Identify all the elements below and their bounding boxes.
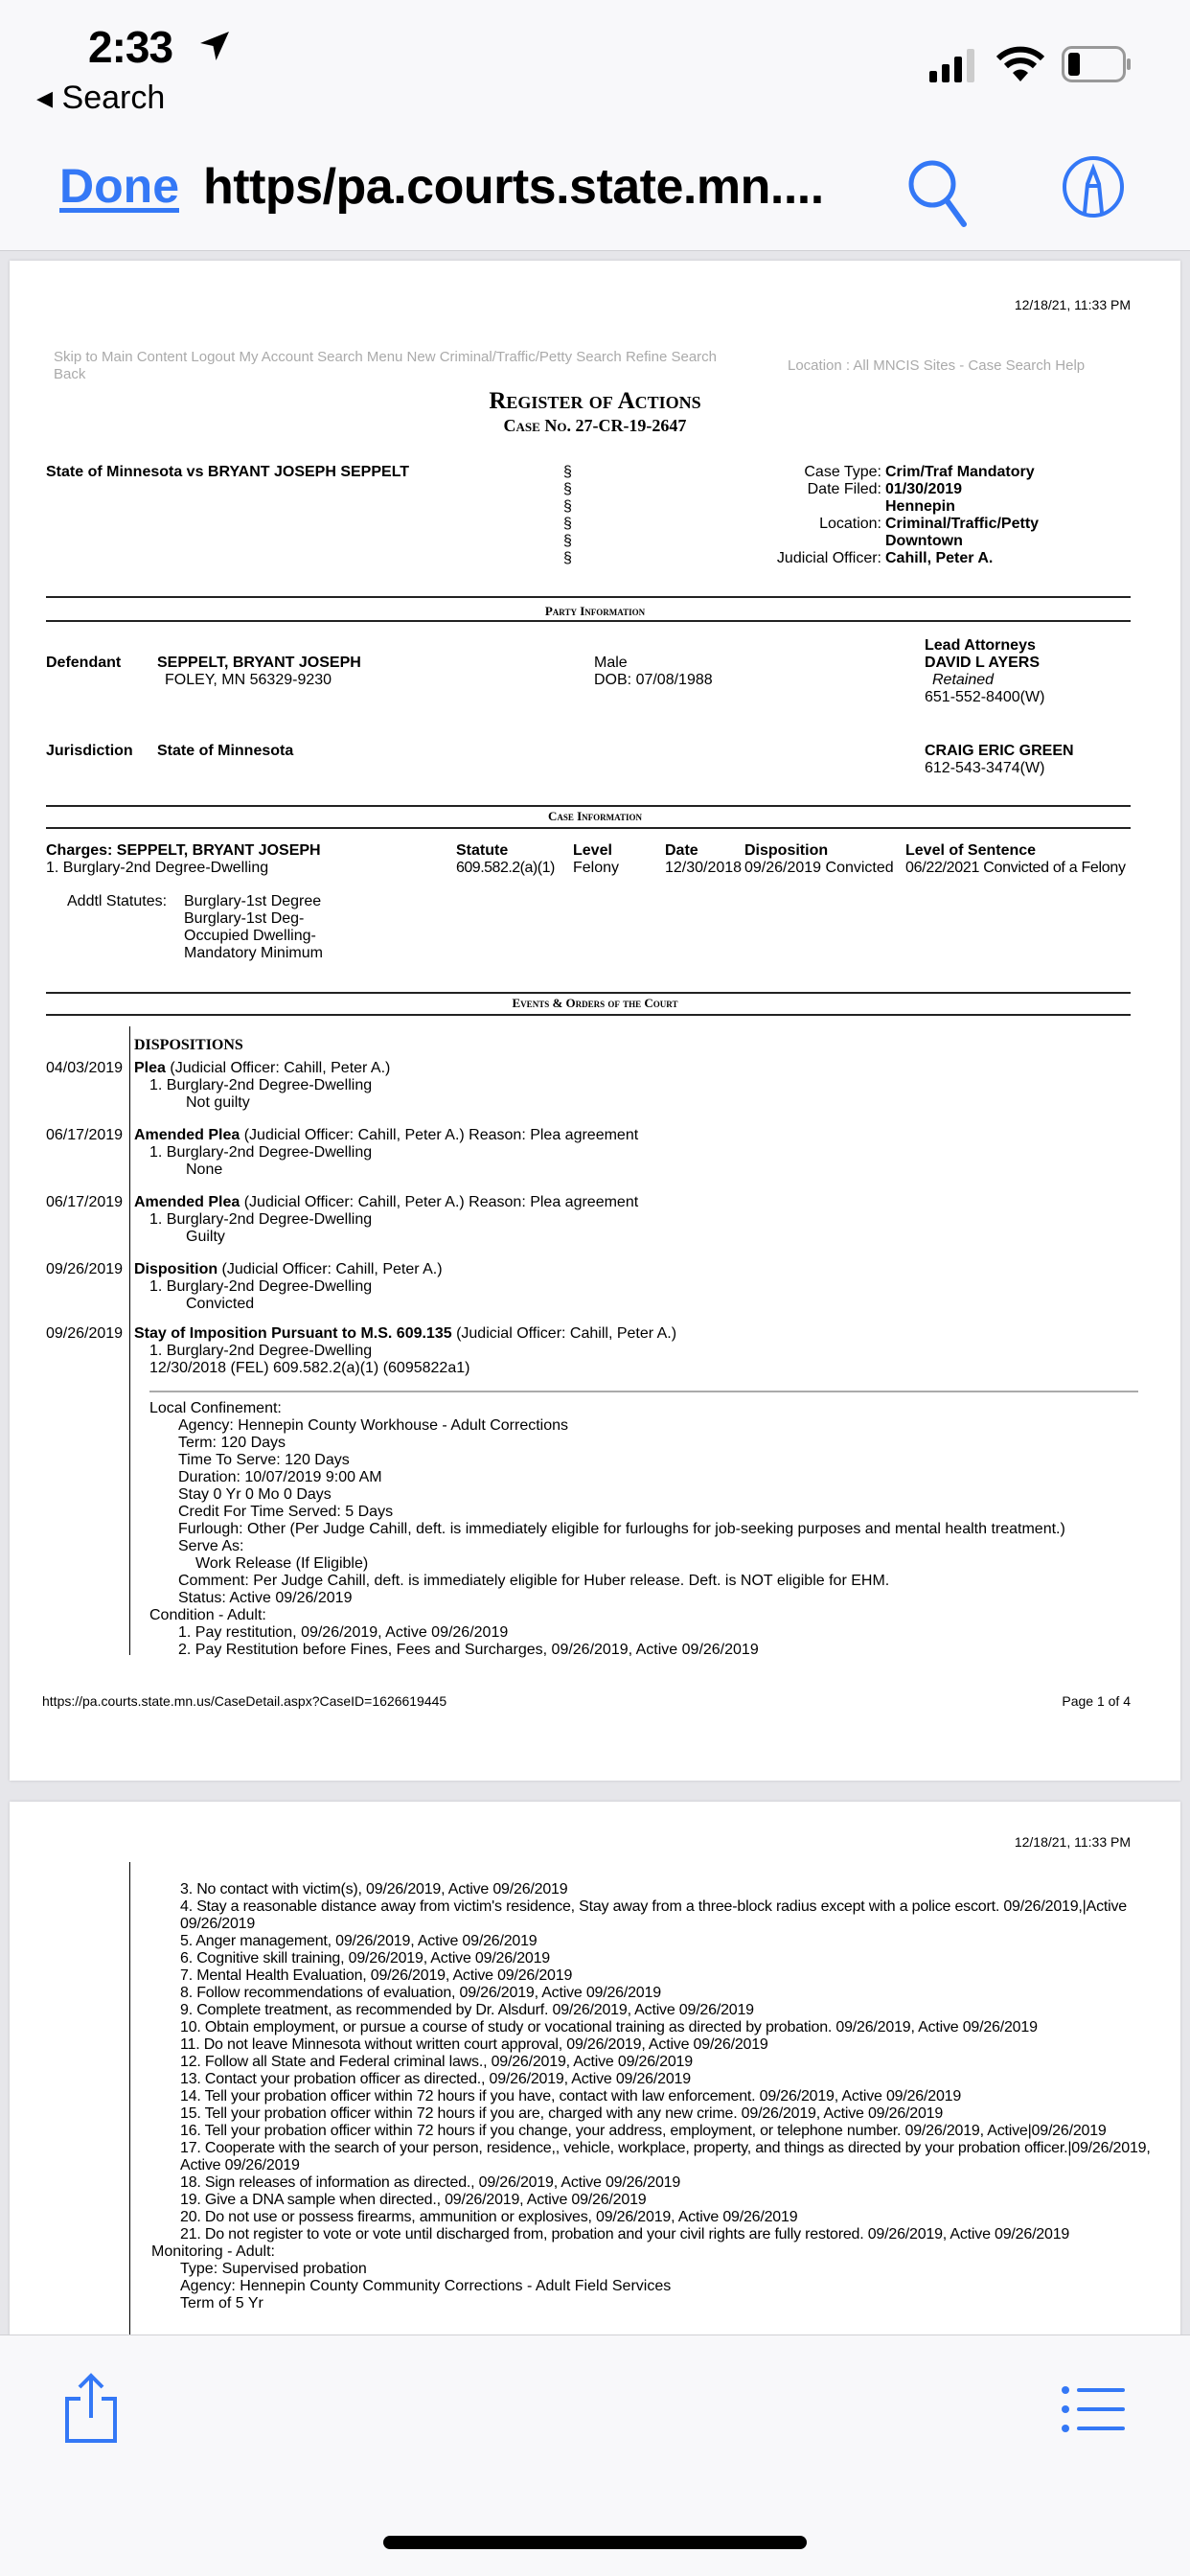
attorney-2-name: CRAIG ERIC GREEN <box>925 743 1074 759</box>
condition-item: 8. Follow recommendations of evaluation, 09/26/2019, Active 09/26/2019 <box>180 1985 661 2001</box>
section-mark: § <box>563 464 572 480</box>
divider <box>46 805 1131 807</box>
section-mark: § <box>563 533 572 549</box>
back-triangle-icon: ◂ <box>36 80 54 116</box>
browser-header <box>0 0 1190 251</box>
case-type: Crim/Traf Mandatory <box>885 464 1035 480</box>
condition-item: 4. Stay a reasonable distance away from victim's residence, Stay away from a three-block radius except with a police escort. 09/26/2019,|Active 09/26/2019 <box>180 1898 1127 1932</box>
condition-label: Condition - Adult: <box>149 1607 266 1623</box>
condition-item: 7. Mental Health Evaluation, 09/26/2019, Active 09/26/2019 <box>180 1967 573 1984</box>
event-date: 09/26/2019 <box>46 1261 124 1277</box>
signal-icon <box>929 48 979 82</box>
section-mark: § <box>563 481 572 497</box>
event-date: 04/03/2019 <box>46 1060 124 1076</box>
local-confinement-item: Agency: Hennepin County Workhouse - Adult Corrections <box>178 1417 569 1434</box>
case-meta-labels <box>584 464 881 567</box>
local-confinement-item: Term: 120 Days <box>178 1435 286 1451</box>
condition-item: 3. No contact with victim(s), 09/26/2019, Active 09/26/2019 <box>180 1881 568 1898</box>
list-icon[interactable] <box>1062 2385 1125 2433</box>
status-time: 2:33 <box>88 22 173 72</box>
event-detail: (Judicial Officer: Cahill, Peter A.) <box>165 1060 391 1076</box>
condition-item: 10. Obtain employment, or pursue a course of study or vocational training as directed by probation. 09/26/2019, Active 09/26/2019 <box>180 2019 1038 2036</box>
event-header <box>46 1261 1138 1278</box>
condition-item: 6. Cognitive skill training, 09/26/2019, Active 09/26/2019 <box>180 1950 550 1966</box>
addtl-statute: Burglary-1st Deg- <box>184 910 305 927</box>
local-confinement-item: Duration: 10/07/2019 9:00 AM <box>178 1469 382 1485</box>
col-date: Date <box>665 842 698 859</box>
events-list <box>46 1060 1138 1659</box>
condition-item: 12. Follow all State and Federal criminal laws., 09/26/2019, Active 09/26/2019 <box>180 2054 693 2070</box>
section-mark: § <box>563 550 572 566</box>
event-date: 09/26/2019 <box>46 1325 124 1342</box>
addtl-statute: Burglary-1st Degree <box>184 893 322 909</box>
event-charge-detail: 12/30/2018 (FEL) 609.582.2(a)(1) (6095822a1) <box>149 1360 470 1376</box>
lead-attorneys-label: Lead Attorneys <box>925 637 1036 654</box>
footer-url: https://pa.courts.state.mn.us/CaseDetail.aspx?CaseID=1626619445 <box>42 1693 447 1709</box>
event-charge: 1. Burglary-2nd Degree-Dwelling <box>149 1278 373 1295</box>
divider <box>46 992 1131 994</box>
condition-item: 15. Tell your probation officer within 72 hours if you are, charged with any new crime. 09/26/2019, Active 09/26/2019 <box>180 2105 944 2122</box>
divider <box>46 620 1131 622</box>
battery-icon <box>1062 46 1133 82</box>
condition-item: 18. Sign releases of information as directed., 09/26/2019, Active 09/26/2019 <box>180 2174 681 2191</box>
col-level: Level <box>573 842 612 859</box>
event-charge: 1. Burglary-2nd Degree-Dwelling <box>149 1144 373 1161</box>
condition-item: 21. Do not register to vote or vote until discharged from, probation and your civil rights are fully restored. 09/26/2019, Active 09/26/2019 <box>180 2226 1070 2242</box>
event-date: 06/17/2019 <box>46 1194 124 1210</box>
location-arrow-icon <box>197 29 232 63</box>
event-date: 06/17/2019 <box>46 1127 124 1143</box>
judicial-officer: Cahill, Peter A. <box>885 550 994 566</box>
divider <box>46 596 1131 598</box>
section-mark: § <box>563 498 572 515</box>
condition-item: 20. Do not use or possess firearms, ammunition or explosives, 09/26/2019, Active 09/26/2019 <box>180 2209 798 2225</box>
wifi-icon <box>996 46 1044 82</box>
attorney-2-phone: 612-543-3474(W) <box>925 760 1045 776</box>
judicial-officer-label: Judicial Officer: <box>776 550 881 566</box>
page-number: Page 1 of 4 <box>1062 1693 1131 1709</box>
url-title: https/pa.courts.state.mn.... <box>203 159 824 215</box>
case-number: Case No. 27-CR-19-2647 <box>503 416 687 435</box>
section-mark: § <box>563 516 572 532</box>
local-confinement-label: Local Confinement: <box>149 1400 282 1416</box>
monitoring-label: Monitoring - Adult: <box>151 2243 275 2260</box>
defendant-dob: DOB: 07/08/1988 <box>594 672 713 688</box>
event-detail: (Judicial Officer: Cahill, Peter A.) Reason: Plea agreement <box>240 1127 639 1143</box>
charge-sentence: 06/22/2021 Convicted of a Felony <box>905 860 1126 876</box>
case-type-label: Case Type: <box>804 464 881 480</box>
case-meta-values <box>885 464 1039 567</box>
location-court: Criminal/Traffic/Petty <box>885 516 1040 532</box>
event-result: Guilty <box>186 1229 225 1245</box>
event-header <box>46 1194 1138 1211</box>
event-type: Disposition <box>134 1261 218 1277</box>
monitoring-item: Agency: Hennepin County Community Corrections - Adult Field Services <box>180 2278 672 2294</box>
back-app-label: Search <box>61 80 166 116</box>
divider <box>46 1014 1131 1016</box>
event-charge: 1. Burglary-2nd Degree-Dwelling <box>149 1077 373 1093</box>
event-detail: (Judicial Officer: Cahill, Peter A.) <box>451 1325 677 1342</box>
monitoring-item: Term of 5 Yr <box>180 2295 263 2312</box>
print-date: 12/18/21, 11:33 PM <box>1014 1834 1131 1850</box>
serve-as-value: Work Release (If Eligible) <box>195 1555 369 1572</box>
divider <box>46 827 1131 829</box>
addtl-statutes-label: Addtl Statutes: <box>67 893 168 909</box>
conditions-continued <box>144 1881 1171 2312</box>
event-detail: (Judicial Officer: Cahill, Peter A.) <box>217 1261 443 1277</box>
event-type: Amended Plea <box>134 1127 240 1143</box>
condition-item: 1. Pay restitution, 09/26/2019, Active 09/26/2019 <box>178 1624 509 1641</box>
charge-statute: 609.582.2(a)(1) <box>456 860 555 876</box>
condition-item: 19. Give a DNA sample when directed., 09/26/2019, Active 09/26/2019 <box>180 2192 647 2208</box>
charge-level: Felony <box>573 860 620 876</box>
defendant-address: FOLEY, MN 56329-9230 <box>165 672 332 688</box>
col-sentence: Level of Sentence <box>905 842 1037 859</box>
event-charge: 1. Burglary-2nd Degree-Dwelling <box>149 1343 373 1359</box>
location-label: Location: <box>819 516 881 532</box>
markup-icon[interactable] <box>1062 155 1125 218</box>
case-style: State of Minnesota vs BRYANT JOSEPH SEPPELT <box>46 464 410 480</box>
event-header <box>46 1325 1138 1343</box>
event-header <box>46 1127 1138 1144</box>
share-icon[interactable] <box>61 2372 121 2445</box>
location-site: Downtown <box>885 533 963 549</box>
jurisdiction: State of Minnesota <box>157 743 294 759</box>
defendant-sex: Male <box>594 655 628 671</box>
dispositions-label: DISPOSITIONS <box>134 1037 243 1053</box>
pdf-page-1 <box>10 261 1180 1781</box>
col-statute: Statute <box>456 842 509 859</box>
party-info-header: Party Information <box>544 604 646 618</box>
location-links[interactable]: Location : All MNCIS Sites - Case Search Help <box>788 357 1086 374</box>
events-header: Events & Orders of the Court <box>512 996 678 1010</box>
local-confinement-item: Stay 0 Yr 0 Mo 0 Days <box>178 1486 332 1503</box>
status-icons <box>929 46 1133 82</box>
sentence-divider <box>149 1391 1138 1392</box>
event-type: Stay of Imposition Pursuant to M.S. 609.135 <box>134 1325 452 1342</box>
charge-date: 12/30/2018 <box>665 860 743 876</box>
condition-item: 16. Tell your probation officer within 72 hours if you change, your address, employment, or telephone number. 09/26/2019, Active|09/26/2019 <box>180 2123 1107 2139</box>
condition-item: 17. Cooperate with the search of your person, residence,, vehicle, workplace, property, and things as directed by your probation officer.|09/26/2019, Active 09/26/2019 <box>180 2140 1151 2174</box>
condition-item: 9. Complete treatment, as recommended by Dr. Alsdurf. 09/26/2019, Active 09/26/2019 <box>180 2002 754 2018</box>
condition-item: 2. Pay Restitution before Fines, Fees and Surcharges, 09/26/2019, Active 09/26/2019 <box>178 1642 759 1658</box>
attorney-1-phone: 651-552-8400(W) <box>925 689 1045 705</box>
search-icon[interactable] <box>901 153 977 230</box>
date-filed: 01/30/2019 <box>885 481 963 497</box>
section-marks <box>563 464 583 567</box>
back-to-search[interactable] <box>36 79 165 117</box>
condition-item: 5. Anger management, 09/26/2019, Active 09/26/2019 <box>180 1933 538 1949</box>
local-confinement-item: Serve As: <box>178 1538 244 1554</box>
page-title: Register of Actions <box>489 388 701 414</box>
addtl-statute: Mandatory Minimum <box>184 945 323 961</box>
event-header <box>46 1060 1138 1077</box>
charges-label: Charges: SEPPELT, BRYANT JOSEPH <box>46 842 321 859</box>
events-divider-line <box>129 1862 130 2377</box>
condition-item: 14. Tell your probation officer within 72 hours if you have, contact with law enforcement. 09/26/2019, Active 09/26/2019 <box>180 2088 962 2104</box>
done-button[interactable]: Done <box>59 159 179 213</box>
site-nav-links[interactable]: Skip to Main Content Logout My Account Search Menu New Criminal/Traffic/Petty Search Refine Search Back <box>54 349 717 382</box>
pdf-page-2 <box>10 1802 1180 2377</box>
event-type: Plea <box>134 1060 166 1076</box>
event-result: Not guilty <box>186 1094 250 1111</box>
addtl-statutes <box>184 893 323 962</box>
attorney-1-status: Retained <box>932 672 995 688</box>
defendant-name: SEPPELT, BRYANT JOSEPH <box>157 655 361 671</box>
local-confinement-item: Credit For Time Served: 5 Days <box>178 1504 394 1520</box>
event-result: Convicted <box>186 1296 255 1312</box>
home-indicator[interactable] <box>383 2536 807 2549</box>
charge-name: 1. Burglary-2nd Degree-Dwelling <box>46 860 269 876</box>
print-date: 12/18/21, 11:33 PM <box>1014 297 1131 312</box>
col-disposition: Disposition <box>744 842 829 859</box>
confinement-status: Status: Active 09/26/2019 <box>178 1590 353 1606</box>
event-type: Amended Plea <box>134 1194 240 1210</box>
addtl-statute: Occupied Dwelling- <box>184 928 316 944</box>
event-detail: (Judicial Officer: Cahill, Peter A.) Reason: Plea agreement <box>240 1194 639 1210</box>
condition-item: 11. Do not leave Minnesota without written court approval, 09/26/2019, Active 09/26/2019 <box>180 2036 768 2053</box>
local-confinement-item: Time To Serve: 120 Days <box>178 1452 350 1468</box>
charge-disposition: 09/26/2019 Convicted <box>744 860 894 876</box>
defendant-label: Defendant <box>46 655 122 671</box>
local-confinement-item: Furlough: Other (Per Judge Cahill, deft. is immediately eligible for furloughs for job-seeking purposes and mental health treatment.) <box>178 1521 1065 1537</box>
jurisdiction-label: Jurisdiction <box>46 743 133 759</box>
monitoring-item: Type: Supervised probation <box>180 2261 367 2277</box>
event-charge: 1. Burglary-2nd Degree-Dwelling <box>149 1211 373 1228</box>
attorney-1-name: DAVID L AYERS <box>925 655 1041 671</box>
event-result: None <box>186 1162 223 1178</box>
location-county: Hennepin <box>885 498 955 515</box>
confinement-comment: Comment: Per Judge Cahill, deft. is immediately eligible for Huber release. Deft. is NOT eligible for EHM. <box>178 1573 890 1589</box>
case-info-header: Case Information <box>547 809 643 823</box>
date-filed-label: Date Filed: <box>807 481 881 497</box>
condition-item: 13. Contact your probation officer as directed., 09/26/2019, Active 09/26/2019 <box>180 2071 691 2087</box>
